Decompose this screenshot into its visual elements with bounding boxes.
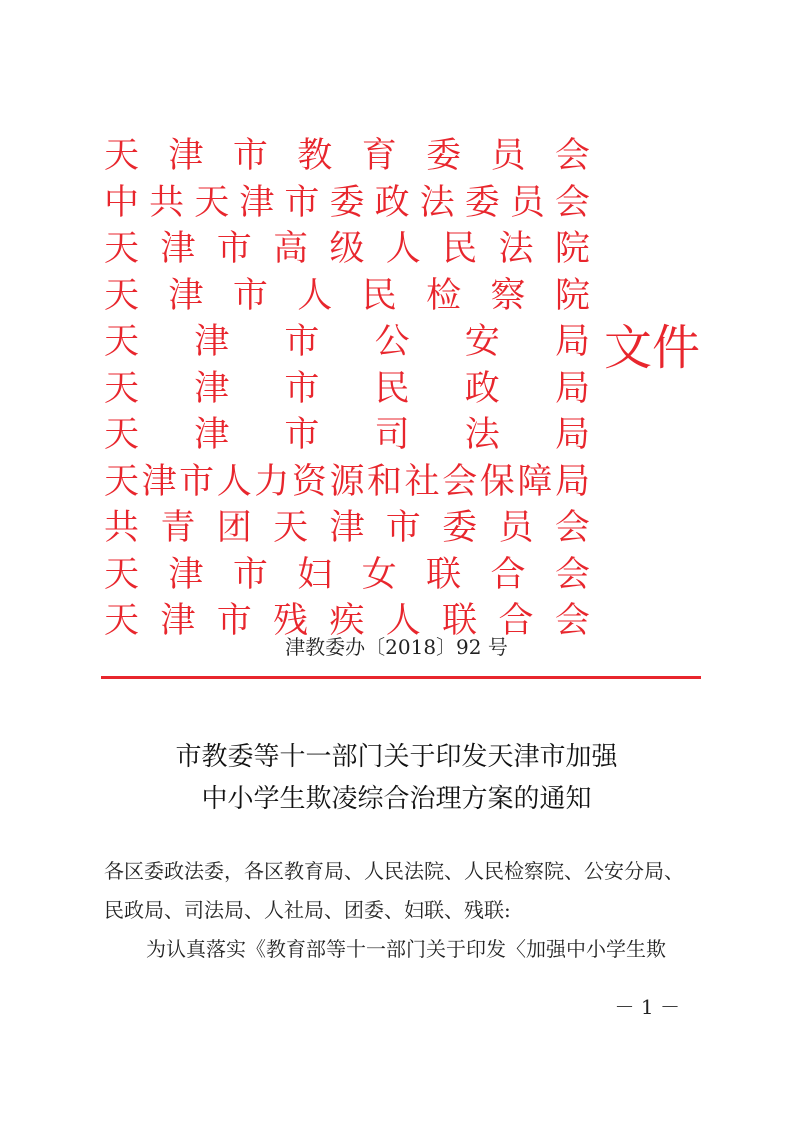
issuer-char: 法: [419, 182, 455, 223]
issuer-char: 市: [385, 508, 421, 548]
issuer-char: 青: [160, 508, 196, 548]
issuer-char: 人: [216, 461, 252, 502]
issuer-char: 市: [284, 415, 320, 455]
issuer-char: 教: [297, 136, 333, 176]
issuer-char: 津: [194, 415, 230, 455]
issuer-char: 联: [426, 554, 462, 595]
issuer-char: 天: [104, 461, 140, 502]
issuer-char: 中: [104, 182, 140, 223]
issuer-char: 天: [104, 229, 140, 269]
issuer-char: 政: [374, 182, 410, 223]
issuer-char: 源: [329, 461, 365, 502]
issuer-char: 市: [179, 461, 215, 502]
issuer-char: 级: [329, 229, 365, 269]
issuer-char: 共: [104, 508, 140, 548]
issuer-char: 人: [385, 229, 421, 269]
issuer-row: [104, 273, 590, 320]
issuer-char: 民: [361, 275, 397, 316]
issuer-char: 检: [426, 275, 462, 316]
issuer-char: 天: [273, 508, 309, 548]
issuer-char: 天: [104, 554, 140, 595]
issuer-char: 女: [361, 554, 397, 595]
issuer-char: 力: [254, 461, 290, 502]
issuer-char: 员: [498, 508, 534, 548]
issuer-char: 会: [554, 508, 590, 548]
issuer-char: 会: [554, 601, 590, 641]
issuer-row: [104, 505, 590, 552]
title-line-2: 中小学生欺凌综合治理方案的通知: [201, 784, 592, 814]
issuer-char: 天: [104, 415, 140, 455]
issuer-char: 法: [498, 229, 534, 269]
issuer-char: 社: [404, 461, 440, 502]
issuer-char: 会: [554, 554, 590, 595]
red-separator-line: [101, 676, 701, 679]
issuer-char: 津: [329, 508, 365, 548]
issuer-char: 残: [273, 601, 309, 641]
issuer-row: [104, 412, 590, 459]
issuer-row: [104, 226, 590, 273]
issuer-char: 高: [273, 229, 309, 269]
issuer-char: 市: [216, 601, 252, 641]
issuer-row: [104, 133, 590, 180]
issuer-char: 市: [216, 229, 252, 269]
page-number: － 1 －: [614, 995, 680, 1019]
issuer-char: 育: [361, 136, 397, 176]
issuer-char: 津: [168, 275, 204, 316]
issuer-char: 法: [464, 415, 500, 455]
issuer-char: 津: [160, 601, 196, 641]
issuer-char: 会: [554, 136, 590, 176]
issuer-char: 天: [194, 182, 230, 223]
issuer-char: 市: [284, 182, 320, 223]
issuer-char: 市: [284, 322, 320, 362]
issuer-char: 天: [104, 136, 140, 176]
issuer-char: 津: [168, 136, 204, 176]
issuer-char: 资: [291, 461, 327, 502]
issuer-char: 津: [239, 182, 275, 223]
document-body: [104, 852, 704, 969]
issuer-char: 障: [517, 461, 553, 502]
issuer-char: 委: [329, 182, 365, 223]
issuer-char: 市: [232, 136, 268, 176]
issuer-char: 政: [464, 368, 500, 409]
issuer-char: 委: [426, 136, 462, 176]
recipients-line-1: 各区委政法委，各区教育局、人民法院、人民检察院、公安分局、: [104, 859, 684, 883]
issuer-char: 人: [385, 601, 421, 641]
issuer-char: 合: [490, 554, 526, 595]
title-line-1: 市教委等十一部门关于印发天津市加强: [175, 742, 618, 772]
issuer-char: 和: [367, 461, 403, 502]
issuer-char: 委: [464, 182, 500, 223]
issuer-char: 市: [284, 368, 320, 409]
recipients-line-2: 民政局、司法局、人社局、团委、妇联、残联:: [104, 898, 511, 922]
issuer-char: 天: [104, 322, 140, 362]
issuer-char: 津: [168, 554, 204, 595]
issuer-row: [104, 180, 590, 227]
issuer-char: 人: [297, 275, 333, 316]
issuer-char: 员: [490, 136, 526, 176]
issuer-char: 团: [216, 508, 252, 548]
issuer-char: 院: [554, 229, 590, 269]
issuer-char: 局: [554, 415, 590, 455]
issuing-authorities: [104, 133, 590, 645]
issuer-char: 津: [194, 322, 230, 362]
issuer-char: 天: [104, 368, 140, 409]
issuer-char: 市: [232, 275, 268, 316]
issuer-char: 天: [104, 601, 140, 641]
issuer-char: 民: [442, 229, 478, 269]
issuer-row: [104, 459, 590, 506]
issuer-char: 局: [554, 322, 590, 362]
issuer-char: 共: [149, 182, 185, 223]
issuer-char: 疾: [329, 601, 365, 641]
issuer-char: 民: [374, 368, 410, 409]
issuer-char: 员: [509, 182, 545, 223]
issuer-char: 会: [554, 182, 590, 223]
body-paragraph: 为认真落实《教育部等十一部门关于印发〈加强中小学生欺: [146, 937, 666, 961]
issuer-char: 会: [442, 461, 478, 502]
issuer-char: 津: [160, 229, 196, 269]
issuer-char: 津: [194, 368, 230, 409]
issuer-char: 保: [479, 461, 515, 502]
issuer-char: 局: [554, 461, 590, 502]
issuer-char: 安: [464, 322, 500, 362]
issuer-row: [104, 366, 590, 413]
issuer-char: 委: [442, 508, 478, 548]
issuer-char: 公: [374, 322, 410, 362]
issuer-char: 天: [104, 275, 140, 316]
issuer-char: 院: [554, 275, 590, 316]
issuer-row: [104, 319, 590, 366]
issuer-row: [104, 552, 590, 599]
issuer-char: 妇: [297, 554, 333, 595]
issuer-char: 市: [232, 554, 268, 595]
issuer-char: 察: [490, 275, 526, 316]
document-number: 津教委办〔2018〕92 号: [285, 635, 508, 659]
issuer-char: 司: [374, 415, 410, 455]
issuer-char: 合: [498, 601, 534, 641]
document-type-label: 文件: [604, 320, 701, 376]
document-title: [0, 736, 793, 820]
issuer-char: 局: [554, 368, 590, 409]
issuer-char: 联: [442, 601, 478, 641]
issuer-char: 津: [141, 461, 177, 502]
